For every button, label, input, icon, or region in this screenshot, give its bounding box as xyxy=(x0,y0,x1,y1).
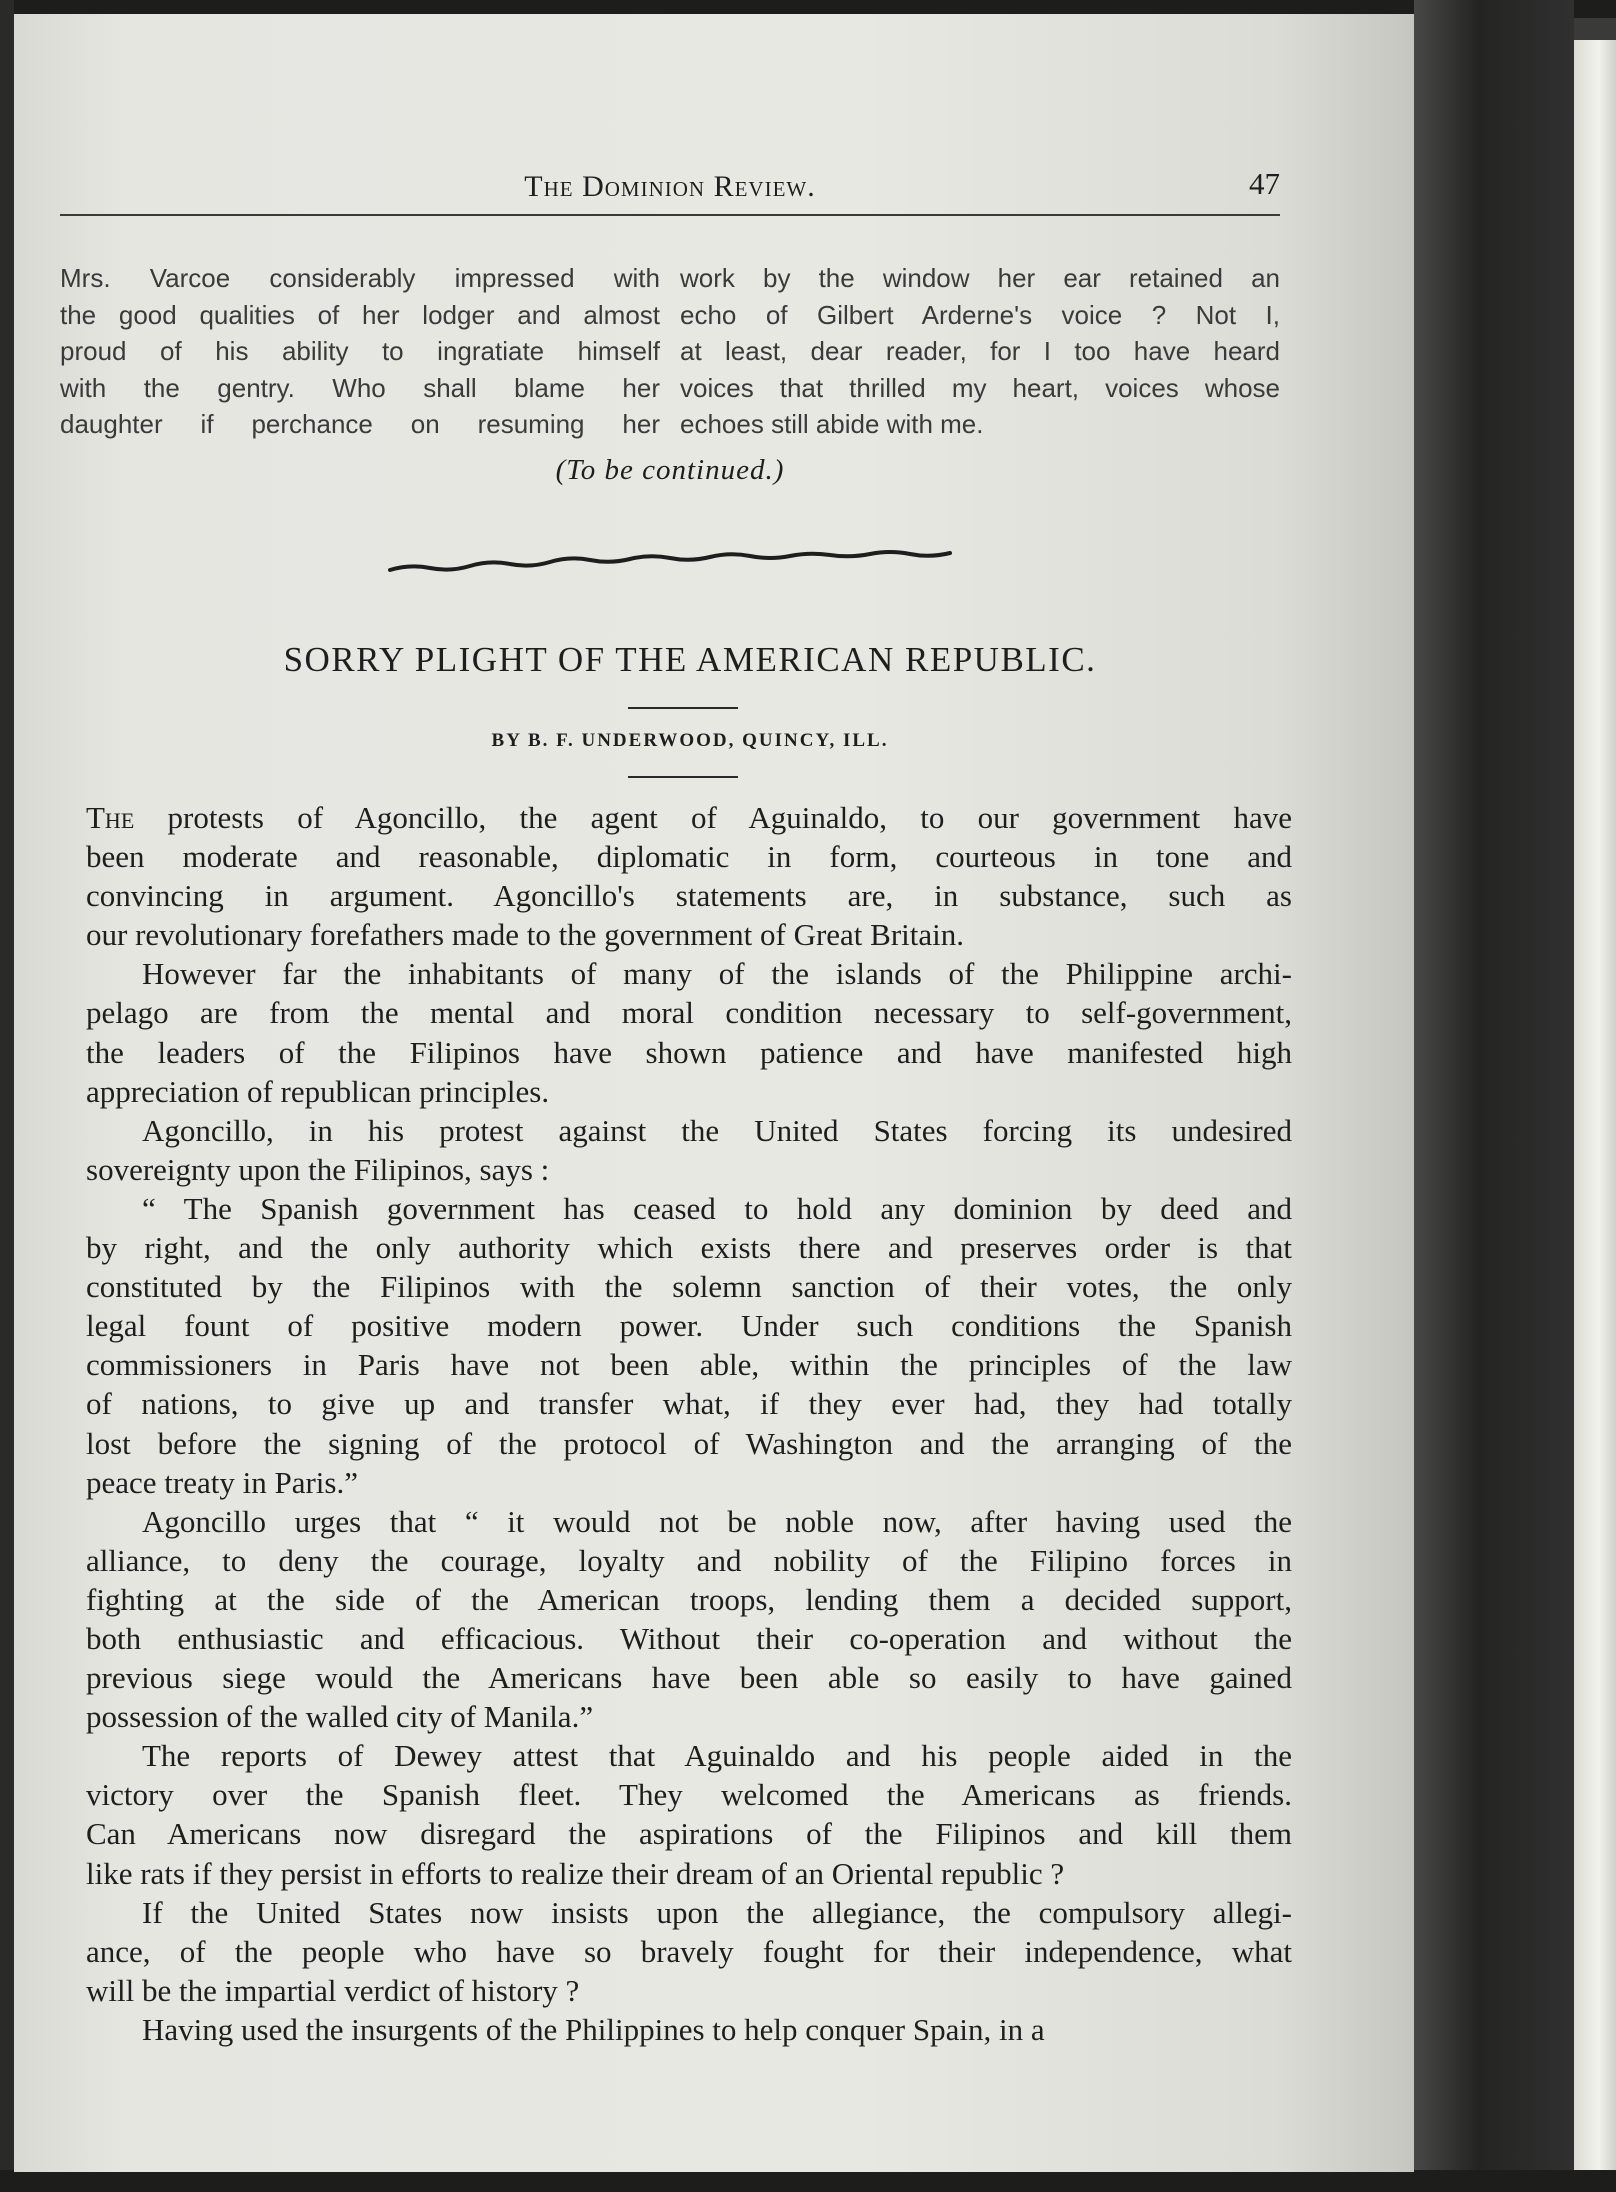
scan-bottom-edge xyxy=(0,2170,1616,2192)
body-line: like rats if they persist in efforts to realize their dream of an Oriental republic ? xyxy=(86,1855,1065,1891)
serial-line: work by the window her ear retained an xyxy=(680,263,1280,293)
serial-line: proud of his ability to ingratiate himself xyxy=(60,336,660,366)
body-line: However far the inhabitants of many of the islands of the Philippine archi- xyxy=(142,956,1292,992)
serial-line: echoes still abide with me. xyxy=(680,409,984,439)
drop-word: The xyxy=(86,800,135,835)
serial-line: daughter if perchance on resuming her xyxy=(60,409,660,439)
body-line: of nations, to give up and transfer what, if they ever had, they had totally xyxy=(86,1386,1292,1422)
body-line: commissioners in Paris have not been able, within the principles of the law xyxy=(86,1347,1292,1383)
serial-line: at least, dear reader, for I too have heard xyxy=(680,336,1280,366)
serial-right-column xyxy=(680,260,1280,443)
serial-line: echo of Gilbert Arderne's voice ? Not I, xyxy=(680,299,1280,330)
body-line: legal fount of positive modern power. Under such conditions the Spanish xyxy=(86,1308,1292,1344)
running-title: The Dominion Review. xyxy=(524,170,816,203)
serial-line: voices that thrilled my heart, voices whose xyxy=(680,372,1280,403)
body-line: will be the impartial verdict of history ? xyxy=(86,1972,580,2008)
body-line: Agoncillo urges that “ it would not be noble now, after having used the xyxy=(142,1503,1292,1539)
body-line: constituted by the Filipinos with the solemn sanction of their votes, the only xyxy=(86,1269,1292,1305)
body-line: both enthusiastic and efficacious. Without their co-operation and without the xyxy=(86,1620,1292,1656)
body-line: our revolutionary forefathers made to the government of Great Britain. xyxy=(86,917,965,953)
serial-line: Mrs. Varcoe considerably impressed with xyxy=(60,263,660,293)
body-line: appreciation of republican principles. xyxy=(86,1073,550,1109)
body-line: pelago are from the mental and moral condition necessary to self-government, xyxy=(86,995,1292,1031)
body-line: Can Americans now disregard the aspirations of the Filipinos and kill them xyxy=(86,1816,1292,1852)
body-line: peace treaty in Paris.” xyxy=(86,1464,358,1500)
body-line: “ The Spanish government has ceased to hold any dominion by deed and xyxy=(142,1190,1292,1226)
serial-line: the good qualities of her lodger and almost xyxy=(60,299,660,330)
serial-left-column xyxy=(60,260,660,443)
body-line: previous siege would the Americans have been able so easily to have gained xyxy=(86,1660,1292,1696)
wavy-divider-ornament xyxy=(380,544,970,584)
body-line: victory over the Spanish fleet. They welcomed the Americans as friends. xyxy=(86,1777,1292,1813)
body-line: If the United States now insists upon the allegiance, the compulsory allegi- xyxy=(142,1894,1292,1930)
body-line: convincing in argument. Agoncillo's statements are, in substance, such as xyxy=(86,878,1292,914)
to-be-continued: (To be continued.) xyxy=(555,454,785,486)
body-line: Agoncillo, in his protest against the United States forcing its undesired xyxy=(142,1112,1292,1148)
article-title: SORRY PLIGHT OF THE AMERICAN REPUBLIC. xyxy=(283,640,1097,679)
body-line: ance, of the people who have so bravely fought for their independence, what xyxy=(86,1933,1292,1969)
running-head xyxy=(60,164,1280,216)
body-line: possession of the walled city of Manila.” xyxy=(86,1699,594,1735)
body-line: fighting at the side of the American troops, lending them a decided support, xyxy=(86,1581,1292,1617)
body-line: by right, and the only authority which exists there and preserves order is that xyxy=(86,1230,1292,1266)
page-number: 47 xyxy=(1249,166,1280,201)
article-body xyxy=(86,798,1292,2049)
body-line: been moderate and reasonable, diplomatic in form, courteous in tone and xyxy=(86,839,1292,875)
title-rule xyxy=(628,707,738,709)
byline-rule xyxy=(628,776,738,778)
body-line: the leaders of the Filipinos have shown patience and have manifested high xyxy=(86,1034,1292,1070)
book-binding xyxy=(1414,0,1574,2192)
body-line: The reports of Dewey attest that Aguinaldo and his people aided in the xyxy=(142,1738,1292,1774)
book-page xyxy=(14,14,1414,2172)
serial-line: with the gentry. Who shall blame her xyxy=(60,372,660,403)
body-line: alliance, to deny the courage, loyalty and nobility of the Filipino forces in xyxy=(86,1542,1292,1578)
scan-left-edge xyxy=(0,0,14,2192)
page-edge-stack xyxy=(1574,40,1616,2170)
article-byline: BY B. F. UNDERWOOD, QUINCY, ILL. xyxy=(491,730,889,751)
body-line-text: protests of Agoncillo, the agent of Aguinaldo, to our government have xyxy=(134,800,1292,835)
body-line: lost before the signing of the protocol of Washington and the arranging of the xyxy=(86,1425,1292,1461)
body-line xyxy=(86,798,1292,837)
body-line: sovereignty upon the Filipinos, says : xyxy=(86,1151,550,1187)
body-line: Having used the insurgents of the Philippines to help conquer Spain, in a xyxy=(142,2011,1045,2047)
